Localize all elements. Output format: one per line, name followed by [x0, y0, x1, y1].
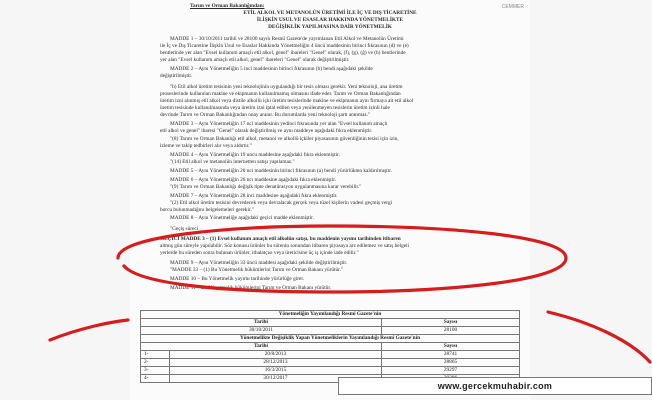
highlight-circle-partial: [50, 320, 128, 340]
body-line: izleme ve takip tedbirleri alır veya aldırtır.": [160, 143, 252, 149]
table-cell-index: 1-: [141, 351, 170, 359]
number-column-header: Sayısı: [382, 319, 520, 327]
table-cell-index: 2-: [141, 359, 170, 367]
body-line: "(14) Etil alkol ve metanolün internetten satışı yapılamaz.": [170, 159, 295, 165]
body-line: ile İç ve Dış Ticaretine İlişkin Usul ve Esaslar Hakkında Yönetmeliğin 4 üncü maddesinin birinci fıkrasının (d) ve (e): [160, 43, 409, 49]
body-line: "(9) Tarım ve Orman Bakanlığı değişik tipte denatürasyon uygulanmasına karar verebilir.": [170, 184, 362, 190]
body-line: "(2) Etil alkol üretim tesisini devredecek veya devralacak gerçek veya tüzel kişilerin vadesi geçmiş vergi: [170, 200, 393, 206]
body-line: etil alkol ve genel" ibaresi "Genel" olarak değiştirilmiş ve aynı maddeye aşağıdaki fıkra eklenmiştir.: [160, 128, 373, 134]
highlight-circle-partial: [548, 312, 650, 362]
body-line: GEÇİCİ MADDE 3 – (1) Evsel kullanım amaçlı etil alkolün satışı, bu maddenin yayımı tarihinden itibaren: [160, 236, 401, 242]
table-subheader: Yönetmelikte Değişiklik Yapan Yönetmeliklerin Yayımlandığı Resmî Gazete'nin: [141, 335, 520, 343]
body-line: borcu bulunmadığını belgelemeleri gerekir.": [160, 207, 254, 213]
body-line: MADDE 1 – 30/10/2011 tarihli ve 28100 sayılı Resmî Gazete'de yayımlanan Etil Alkol ve Metanolün Üretimi: [170, 36, 404, 42]
body-line: MADDE 9 – Aynı Yönetmeliğin 33 üncü maddesi aşağıdaki şekilde değiştirilmiştir.: [170, 260, 348, 266]
body-line: MADDE 7 – Aynı Yönetmeliğin 28 inci maddesine aşağıdaki fıkra eklenmiştir.: [170, 193, 338, 199]
body-line: "(8) Tarım ve Orman Bakanlığı etil alkol, metanol ve alkollü içkiler piyasasının güvenliğinin tesisi için izin,: [170, 136, 399, 142]
body-line: MADDE 5 – Aynı Yönetmeliğin 20 nci maddesinin birinci fıkrasının (a) bendi yürürlükten kaldırılmıştır.: [170, 168, 393, 174]
table-cell-date: 16/3/2015: [170, 367, 382, 375]
table-cell-date: 30/10/2011: [141, 327, 382, 335]
body-line: üretim tesisinde kullanılmasında veya üretim izni iptal edilen veya yenilenmeyen tesislerin üretim izinli hale: [160, 105, 390, 111]
body-line: proseslerinde kullanılan makine ve ekipmanın kullanılmamış olmasını ifade eder. Tarım ve Orman Bakanlığından: [160, 91, 401, 97]
title-line-3: DEĞİŞİKLİK YAPILMASINA DAİR YÖNETMELİK: [268, 24, 392, 30]
title-line-1: ETİL ALKOL VE METANOLÜN ÜRETİMİ İLE İÇ VE DIŞ TİCARETİNE: [243, 10, 417, 16]
table-cell-date: 20/8/2013: [170, 351, 382, 359]
body-line: devrinde Tarım ve Orman Bakanlığından onay aranır. Bu durumlarda yeni teknoloji şartı aranmaz.": [160, 112, 371, 118]
table-cell-number: 28865: [382, 359, 520, 367]
date-column-header: Tarihi: [141, 319, 382, 327]
body-line: değiştirilmiştir.: [160, 73, 193, 79]
table-cell-index: 4-: [141, 375, 170, 383]
body-line: "MADDE 33 – (1) Bu Yönetmelik hükümlerini Tarım ve Orman Bakanı yürütür.": [170, 267, 344, 273]
body-line: yer alan "Evsel kullanım amaçlı etil alkol, genel" ibareleri "Genel" olarak değiştirilmiştir.: [160, 57, 350, 63]
table-cell-date: 28/12/2013: [170, 359, 382, 367]
body-line: üretim izni alınmış etil alkol veya distile alkollü içki üretim tesislerinde makine ve ekipmanın aynı firmaya ait etil alkol: [160, 98, 414, 104]
table-cell-number: 29297: [382, 367, 520, 375]
body-line: "Geçiş süreci: [170, 226, 199, 232]
body-line: MADDE 2 – Aynı Yönetmeliğin 5 inci maddesinin birinci fıkrasının (b) bendi aşağıdaki şekilde: [170, 66, 373, 72]
table-cell-index: 3-: [141, 367, 170, 375]
highlight-circle: [118, 226, 566, 292]
site-watermark: www.gercekmuhabir.com: [338, 377, 652, 395]
body-line: MADDE 11 – Bu Yönetmelik hükümlerini Tarım ve Orman Bakanı yürütür.: [170, 285, 332, 291]
body-line: altmış gün süreyle yapılabilir. Söz konusu ürünler bu sürenin sonundan itibaren piyasaya arz edilemez ve satış belgeli: [160, 243, 410, 249]
table-cell-date: 30/12/2017: [170, 375, 382, 383]
ministry-line: Tarım ve Orman Bakanlığından:: [190, 3, 265, 9]
body-line: MADDE 10 – Bu Yönetmelik yayımı tarihinde yürürlüğe girer.: [170, 276, 305, 282]
body-line: MADDE 8 – Aynı Yönetmeliğe aşağıdaki geçici madde eklenmiştir.: [170, 215, 314, 221]
title-line-2: İLİŞKİN USUL VE ESASLAR HAKKINDA YÖNETMELİKTE: [256, 17, 404, 23]
table-header: Yönetmeliğin Yayımlandığı Resmî Gazete'nin: [141, 311, 520, 319]
table-cell-number: 28741: [382, 351, 520, 359]
body-line: MADDE 4 – Aynı Yönetmeliğin 19 uncu maddesine aşağıdaki fıkra eklenmiştir.: [170, 152, 340, 158]
corner-label: CEMMER: [501, 4, 524, 10]
body-line: bentlerinde yer alan "Evsel kullanım amaçlı etil alkol, genel" ibareleri "Genel" olarak, (f), (g), (ğ) ve (h) bentlerinde: [160, 50, 406, 56]
body-line: "b) Etil alkol üretim tesisinin yeni teknolojinin uygulandığı bir tesis olması gerekir. Yeni teknoloji, ana üretim: [170, 84, 403, 90]
number-column-header: Sayısı: [382, 343, 520, 351]
date-column-header: Tarihi: [141, 343, 382, 351]
body-line: yerlerde bu süreden sonra bulunan ürünler, ithalatçısı veya üreticisine üç iş içinde iade edilir.": [160, 250, 359, 256]
table-cell-number: 28100: [382, 327, 520, 335]
body-line: MADDE 3 – Aynı Yönetmeliğin 17 nci maddesinin yedinci fıkrasında yer alan "Evsel kullanım amaçlı: [170, 121, 388, 127]
body-line: MADDE 6 – Aynı Yönetmeliğin 26 ncı maddesine aşağıdaki fıkra eklenmiştir.: [170, 177, 336, 183]
